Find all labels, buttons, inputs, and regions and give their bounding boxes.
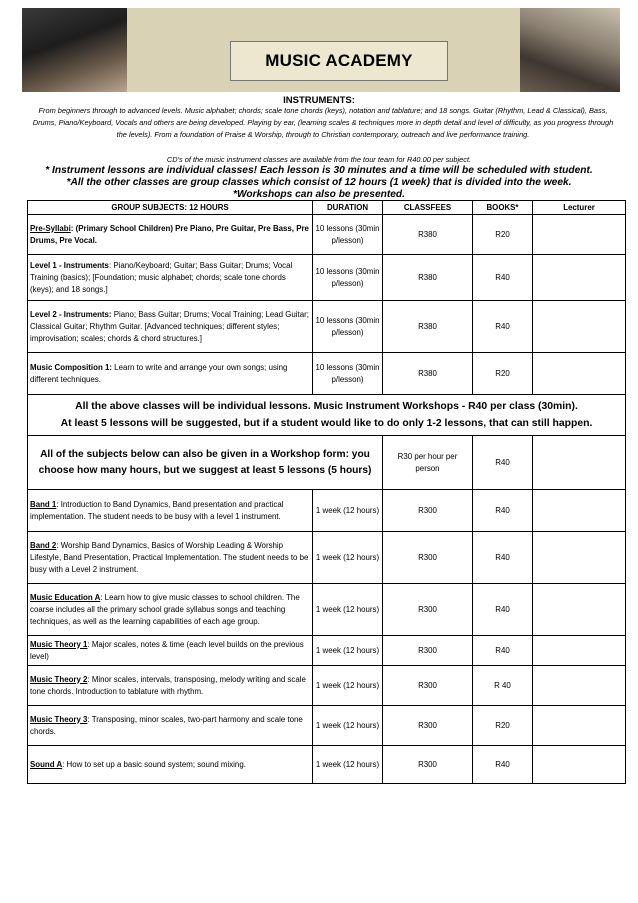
books-cell: R40 <box>473 490 533 532</box>
instruments-heading: INSTRUMENTS: <box>283 95 355 106</box>
page-title: MUSIC ACADEMY <box>265 51 413 70</box>
books-cell: R40 <box>473 746 533 784</box>
subject-name: Level 2 - Instruments: <box>30 309 112 319</box>
subject-name: Music Theory 2 <box>30 674 88 684</box>
subject-name: Sound A <box>30 759 63 769</box>
books-cell: R20 <box>473 353 533 395</box>
lecturer-cell <box>533 215 626 255</box>
lecturer-cell <box>533 532 626 584</box>
table-row <box>28 746 626 784</box>
duration-cell: 10 lessons (30min p/lesson) <box>313 255 383 301</box>
fee-cell: R300 <box>383 706 473 746</box>
header-group-subjects: GROUP SUBJECTS: 12 HOURS <box>28 201 313 215</box>
subject-cell <box>28 666 313 706</box>
lecturer-cell <box>533 353 626 395</box>
subject-cell <box>28 746 313 784</box>
lecturer-cell <box>533 666 626 706</box>
fee-cell: R300 <box>383 532 473 584</box>
duration-cell: 1 week (12 hours) <box>313 706 383 746</box>
subject-desc: Piano; Bass Guitar; Drums; Vocal Training; Lead Guitar; Classical Guitar; Rhythm Guitar. [Advanced techniques; different styles; improvisation; scales; chords & chord structures.] <box>30 309 309 343</box>
duration-cell: 1 week (12 hours) <box>313 490 383 532</box>
subject-desc: Learn to write and arrange your own songs; using different techniques. <box>30 362 288 384</box>
cd-note: CD's of the music instrument classes are available from the tour team for R40.00 per subject. <box>166 155 472 164</box>
banner-line-1: All the above classes will be individual lessons. Music Instrument Workshops - R40 per class (30min). <box>75 401 578 412</box>
fee-cell: R380 <box>383 353 473 395</box>
instruments-intro: From beginners through to advanced levels. Music alphabet; chords; scale tone chords (keys), notation and tablature; and 18 songs. Guitar (Rhythm, Lead & Classical), Bass, Drums, Piano/Keyboard, Vocals and others are being developed. Playing by ear, (learning scales & techniques more in depth detail and level of difficulty, as you progress through the levels). From a foundation of Praise & Worship, through to Christian contemporary, outreach and live performance training. <box>32 106 614 139</box>
subject-desc: : Worship Band Dynamics, Basics of Worship Leading & Worship Lifestyle, Band Presentation, Practical Implementation. The student needs to be busy with a Level 2 instrument. <box>30 540 309 574</box>
fee-cell: R380 <box>383 215 473 255</box>
header-banner <box>22 8 620 92</box>
table-row <box>28 636 626 666</box>
workshop-books-cell: R40 <box>473 436 533 490</box>
table-row <box>28 490 626 532</box>
subject-name: Band 1 <box>30 499 57 509</box>
fee-cell: R380 <box>383 301 473 353</box>
header-books: BOOKS* <box>473 201 533 215</box>
duration-cell: 10 lessons (30min p/lesson) <box>313 215 383 255</box>
subject-cell <box>28 584 313 636</box>
table-header-row <box>28 201 626 215</box>
note-workshops: *Workshops can also be presented. <box>233 189 405 200</box>
books-cell: R40 <box>473 301 533 353</box>
subjects-table <box>27 200 626 784</box>
duration-cell: 1 week (12 hours) <box>313 746 383 784</box>
books-cell: R 40 <box>473 666 533 706</box>
lecturer-cell <box>533 301 626 353</box>
header-classfees: CLASSFEES <box>383 201 473 215</box>
workshop-row <box>28 436 626 490</box>
books-cell: R20 <box>473 706 533 746</box>
duration-cell: 1 week (12 hours) <box>313 532 383 584</box>
fee-cell: R300 <box>383 666 473 706</box>
subject-cell <box>28 301 313 353</box>
subject-desc: : How to set up a basic sound system; sound mixing. <box>62 759 246 769</box>
lecturer-cell <box>533 255 626 301</box>
note-individual-lessons: * Instrument lessons are individual classes! Each lesson is 30 minutes and a time will be scheduled with student. <box>45 165 593 176</box>
lecturer-cell <box>533 706 626 746</box>
table-row <box>28 532 626 584</box>
banner-line-2: At least 5 lessons will be suggested, but if a student would like to do only 1-2 lessons, that can still happen. <box>60 418 593 429</box>
subject-cell <box>28 215 313 255</box>
books-cell: R40 <box>473 584 533 636</box>
table-row <box>28 666 626 706</box>
individual-lessons-banner <box>28 395 626 436</box>
table-row <box>28 255 626 301</box>
subject-name: Music Education A <box>30 592 101 602</box>
subject-desc: : Piano/Keyboard; Guitar; Bass Guitar; Drums; Vocal Training (basics); [Foundation; music alphabet; chords; scale tone chords (keys); and 18 songs.] <box>30 260 293 294</box>
table-row <box>28 353 626 395</box>
fee-cell: R300 <box>383 490 473 532</box>
subject-name: Music Composition 1: <box>30 362 112 372</box>
table-row <box>28 215 626 255</box>
table-row <box>28 584 626 636</box>
subject-cell <box>28 490 313 532</box>
lecturer-cell <box>533 436 626 490</box>
table-row <box>28 706 626 746</box>
subject-name: Pre-Syllabi <box>30 223 71 233</box>
subject-cell <box>28 532 313 584</box>
header-duration: DURATION <box>313 201 383 215</box>
header-lecturer: Lecturer <box>533 201 626 215</box>
workshop-title: All of the subjects below can also be given in a Workshop form: you choose how many hours, but we suggest at least 5 lessons (5 hours) <box>28 436 383 490</box>
band-performance-photo <box>520 8 620 92</box>
duration-cell: 1 week (12 hours) <box>313 666 383 706</box>
books-cell: R40 <box>473 532 533 584</box>
lecturer-cell <box>533 636 626 666</box>
subject-name: Level 1 - Instruments <box>30 260 109 270</box>
duration-cell: 1 week (12 hours) <box>313 636 383 666</box>
workshop-fee-cell: R30 per hour per person <box>383 436 473 490</box>
subject-desc: : Minor scales, intervals, transposing, melody writing and scale tone chords. Introduction to tablature with rhythm. <box>30 674 306 696</box>
subject-desc: : (Primary School Children) Pre Piano, Pre Guitar, Pre Bass, Pre Drums, Pre Vocal. <box>30 223 309 245</box>
subject-cell <box>28 706 313 746</box>
subject-name: Music Theory 3 <box>30 714 88 724</box>
lecturer-cell <box>533 584 626 636</box>
subject-desc: : Transposing, minor scales, two-part harmony and scale tone chords. <box>30 714 303 736</box>
duration-cell: 10 lessons (30min p/lesson) <box>313 301 383 353</box>
subject-cell <box>28 353 313 395</box>
fee-cell: R300 <box>383 584 473 636</box>
fee-cell: R380 <box>383 255 473 301</box>
piano-student-photo <box>22 8 127 92</box>
books-cell: R40 <box>473 255 533 301</box>
subject-cell <box>28 255 313 301</box>
duration-cell: 1 week (12 hours) <box>313 584 383 636</box>
subject-desc: : Learn how to give music classes to school children. The coarse includes all the primary school grade syllabus songs and teaching techniques, as well as the learning capabilities of each age group. <box>30 592 300 626</box>
subject-desc: : Introduction to Band Dynamics, Band presentation and practical implementation. The student needs to be busy with a level 1 instrument. <box>30 499 284 521</box>
title-box <box>230 41 448 81</box>
table-row <box>28 301 626 353</box>
subject-desc: : Major scales, notes & time (each level builds on the previous level) <box>30 639 304 661</box>
subject-name: Music Theory 1 <box>30 639 88 649</box>
subject-cell <box>28 636 313 666</box>
books-cell: R40 <box>473 636 533 666</box>
lecturer-cell <box>533 490 626 532</box>
duration-cell: 10 lessons (30min p/lesson) <box>313 353 383 395</box>
fee-cell: R300 <box>383 746 473 784</box>
banner-row <box>28 395 626 436</box>
subject-name: Band 2 <box>30 540 57 550</box>
note-group-classes: *All the other classes are group classes which consist of 12 hours (1 week) that is divided into the week. <box>66 177 572 188</box>
fee-cell: R300 <box>383 636 473 666</box>
lecturer-cell <box>533 746 626 784</box>
books-cell: R20 <box>473 215 533 255</box>
